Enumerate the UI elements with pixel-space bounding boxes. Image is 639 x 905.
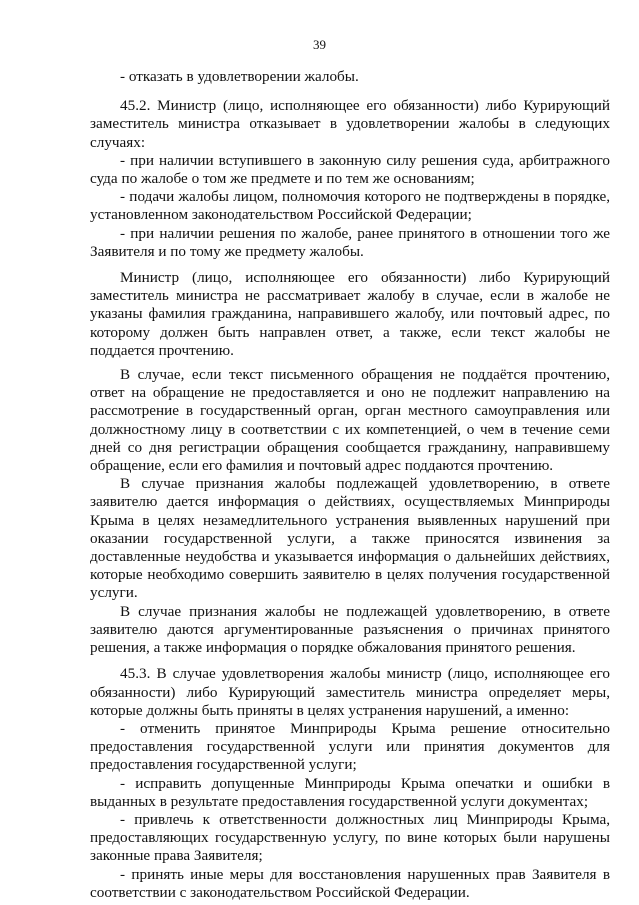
list-item-prior-decision: - при наличии решения по жалобе, ранее принятого в отношении того же Заявителя и по тому же предмету жалобы. (90, 224, 610, 260)
list-item-court-decision: - при наличии вступившего в законную силу решения суда, арбитражного суда по жалобе о том же предмете и по тем же основаниям; (90, 151, 610, 188)
paragraph-complaint-rejected: В случае признания жалобы не подлежащей удовлетворению, в ответе заявителю даются аргументированные разъяснения о причинах принятого решения, а также информация о порядке обжалования принятого решения. (90, 602, 610, 657)
paragraph-45-2-intro: 45.2. Министр (лицо, исполняющее его обязанности) либо Курирующий заместитель министра отказывает в удовлетворении жалобы в следующих случаях: (90, 97, 610, 151)
list-item-cancel-decision: - отменить принятое Минприроды Крыма решение относительно предоставления государственной услуги или принятия документов для предоставления государственной услуги; (90, 719, 610, 774)
paragraph-unreadable-text: В случае, если текст письменного обращения не поддаётся прочтению, ответ на обращение не предоставляется и оно не подлежит направлению на рассмотрение в государственный орган, орган местного самоуправления или должностному лицу в соответствии с их компетенцией, о чем в течение семи дней со дня регистрации обращения сообщается гражданину, направившему обращение, если его фамилия и почтовый адрес поддаются прочтению. (90, 366, 610, 475)
paragraph-not-considered: Министр (лицо, исполняющее его обязанности) либо Курирующий заместитель министра не рассматривает жалобу в случае, если в жалобе не указаны фамилия гражданина, направившего жалобу, или почтовый адрес, по которому должен быть направлен ответ, а также, если текст жалобы не поддается прочтению. (90, 269, 610, 359)
list-item-other-measures: - принять иные меры для восстановления нарушенных прав Заявителя в соответствии с законодательством Российской Федерации. (90, 865, 610, 901)
document-body (90, 68, 610, 902)
paragraph-refuse-complaint: - отказать в удовлетворении жалобы. (120, 68, 359, 85)
paragraph-45-3-intro: 45.3. В случае удовлетворения жалобы министр (лицо, исполняющее его обязанности) либо Курирующий заместитель министра определяет меры, которые должны быть приняты в целях устранения нарушений, а именно: (90, 665, 610, 719)
list-item-unconfirmed-authority: - подачи жалобы лицом, полномочия которого не подтверждены в порядке, установленном законодательством Российской Федерации; (90, 188, 610, 224)
list-item-fix-errors: - исправить допущенные Минприроды Крыма опечатки и ошибки в выданных в результате предоставления государственной услуги документах; (90, 774, 610, 810)
list-item-hold-responsible: - привлечь к ответственности должностных лиц Минприроды Крыма, предоставляющих государственную услугу, по вине которых были нарушены законные права Заявителя; (90, 810, 610, 865)
page-number: 39 (313, 37, 326, 52)
paragraph-complaint-satisfied: В случае признания жалобы подлежащей удовлетворению, в ответе заявителю дается информация о действиях, осуществляемых Минприроды Крыма в целях незамедлительного устранения выявленных нарушений при оказании государственной услуги, а также приносятся извинения за доставленные неудобства и указывается информация о дальнейших действиях, которые необходимо совершить заявителю в целях получения государственной услуги. (90, 475, 610, 602)
